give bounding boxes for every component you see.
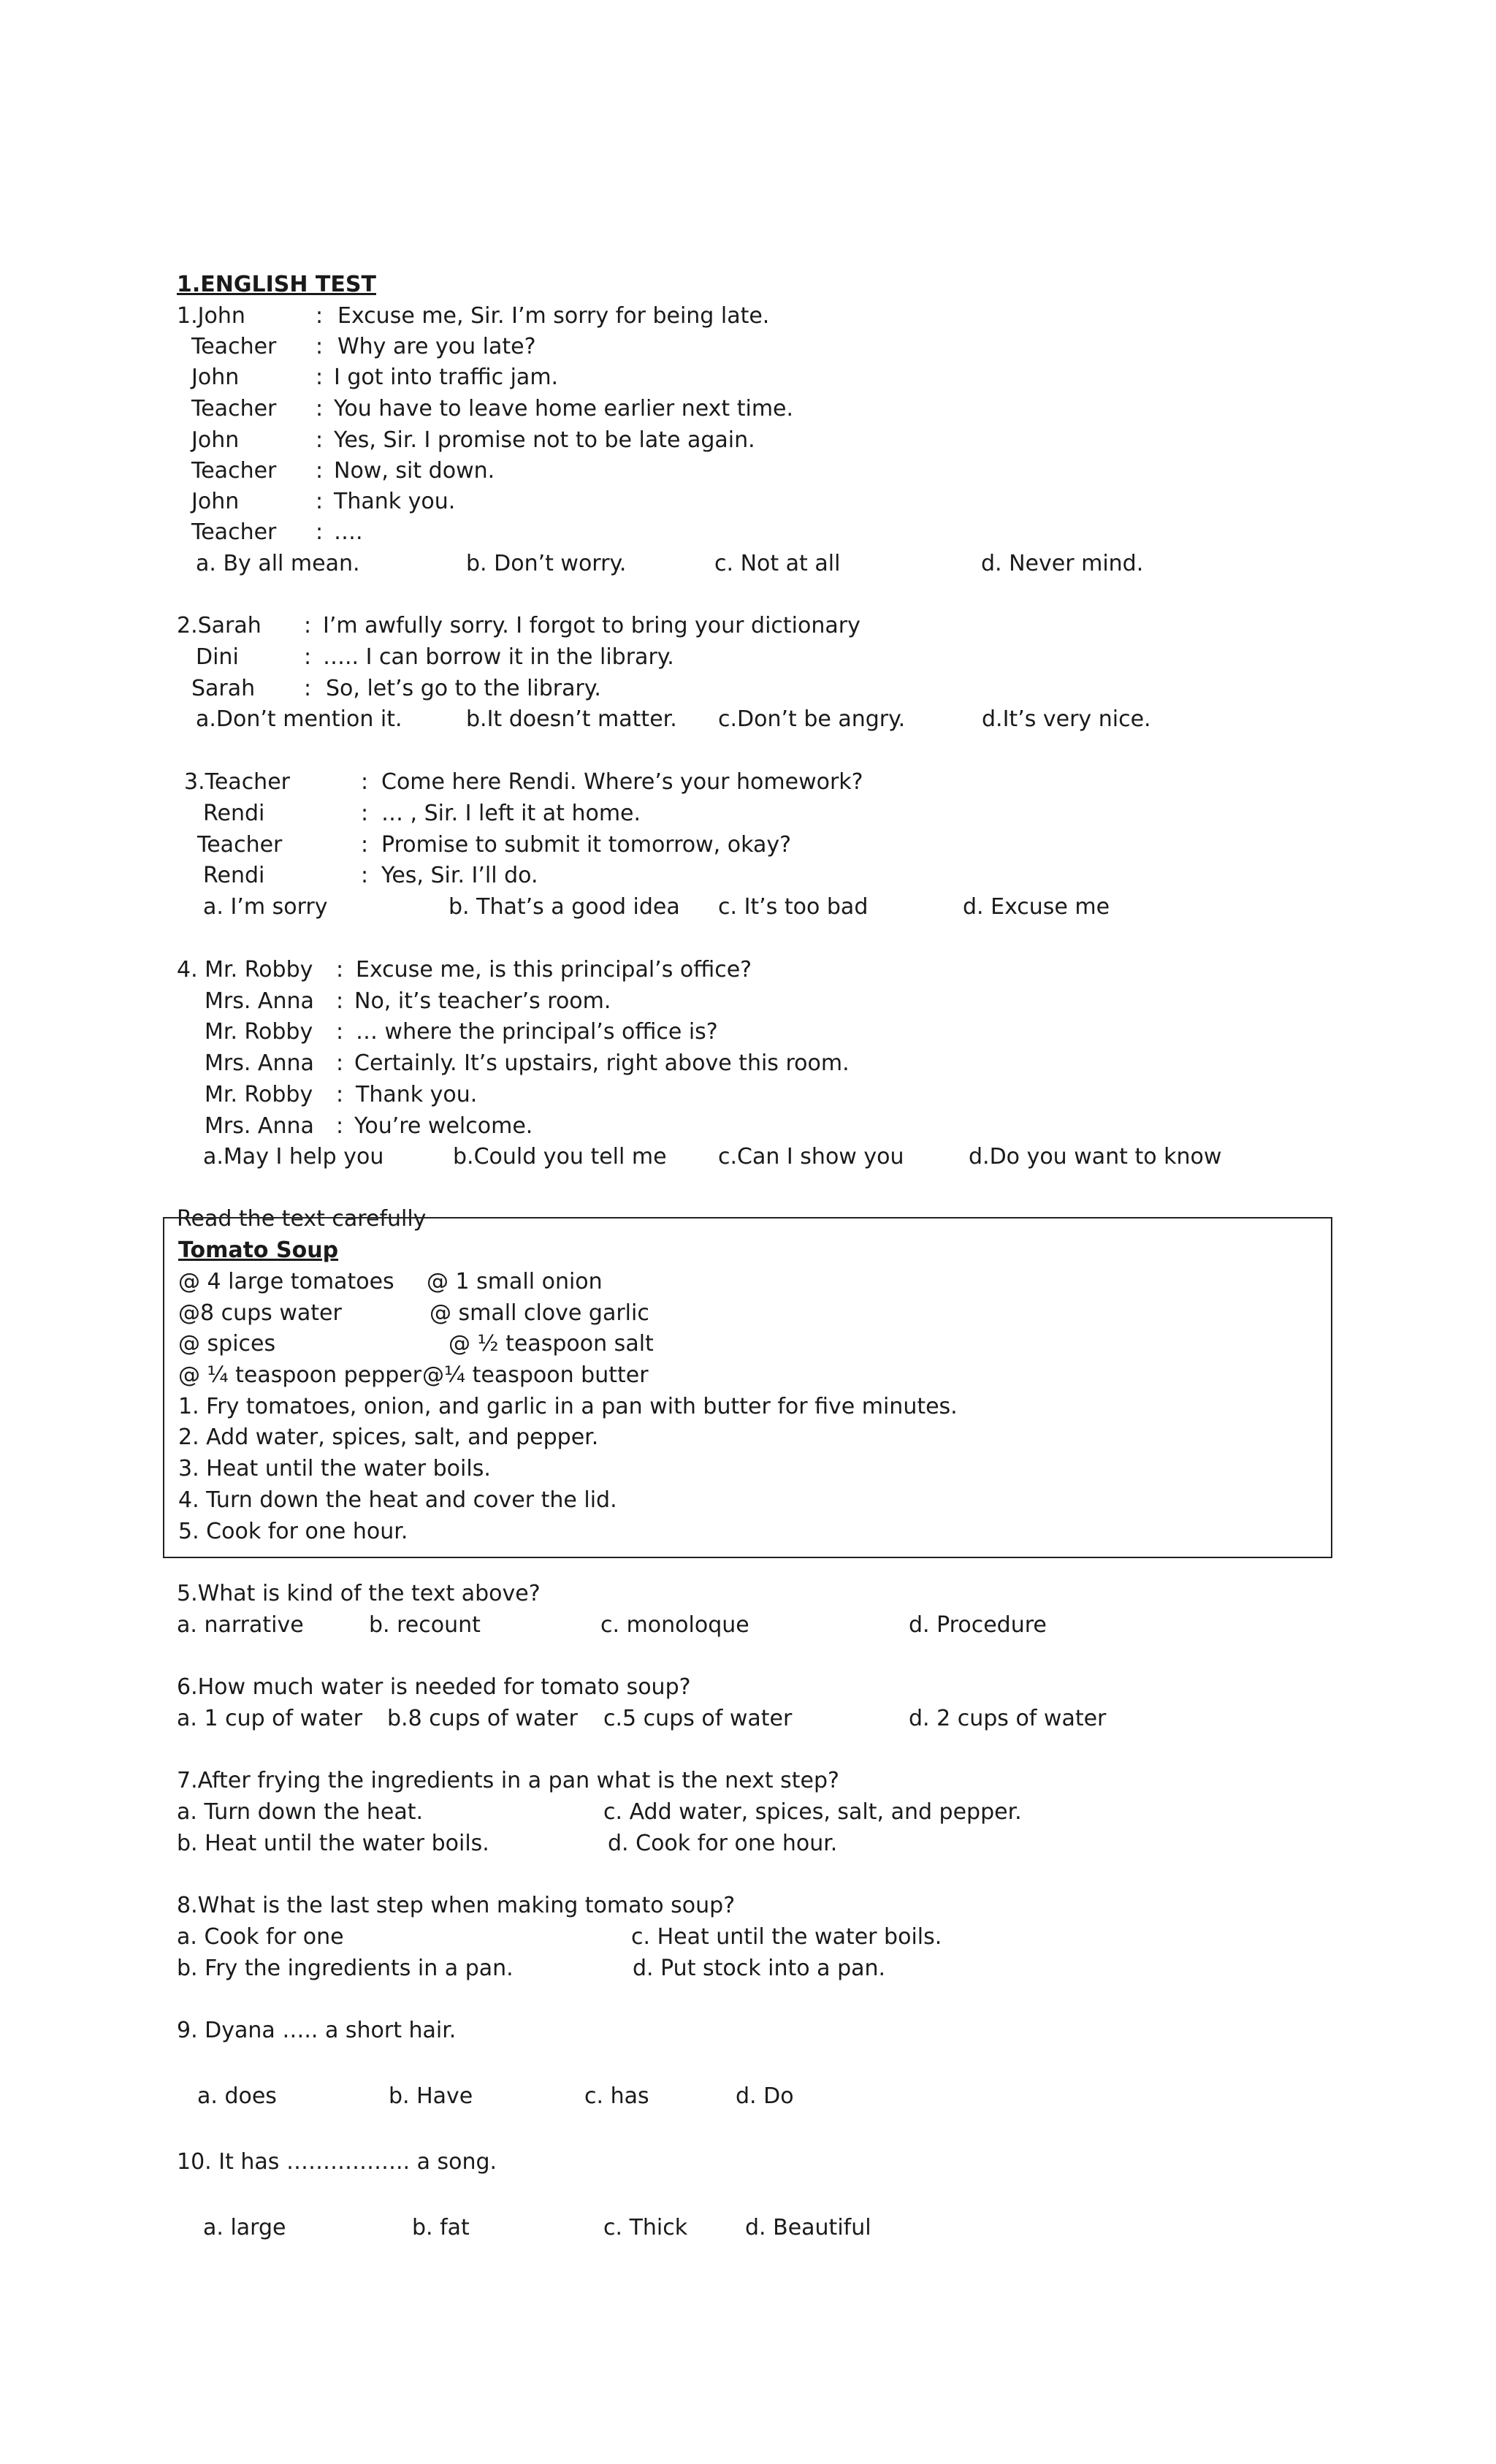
dialogue-text: Promise to submit it tomorrow, okay? [381,832,792,858]
dialogue-speaker: Teacher [191,519,277,545]
dialogue-speaker: John [191,365,240,390]
dialogue-speaker: Mr. Robby [205,1019,313,1045]
answer-option-b[interactable]: b.8 cups of water [387,1706,578,1731]
dialogue-text: No, it’s teacher’s room. [354,988,611,1014]
dialogue-colon: : [336,1050,344,1076]
dialogue-speaker: Rendi [203,801,265,826]
dialogue-text: Certainly. It’s upstairs, right above this room. [354,1050,850,1076]
ingredient: @ ½ teaspoon salt [449,1331,654,1357]
dialogue-text: Now, sit down. [334,458,495,484]
recipe-step: 2. Add water, spices, salt, and pepper. [178,1424,599,1450]
dialogue-colon: : [316,334,324,359]
dialogue-speaker: John [191,489,240,514]
dialogue-colon: : [336,988,344,1014]
dialogue-speaker: Mrs. Anna [205,1050,314,1076]
answer-option-d[interactable]: d. Do [736,2083,794,2109]
answer-option-c[interactable]: c. Not at all [714,551,841,576]
answer-option-b[interactable]: b. Don’t worry. [466,551,627,576]
dialogue-speaker: Dini [196,644,239,670]
answer-option-a[interactable]: a. I’m sorry [203,894,328,920]
dialogue-text: Yes, Sir. I’ll do. [381,863,538,888]
dialogue-speaker: Teacher [191,334,277,359]
answer-option-d[interactable]: d.Do you want to know [969,1144,1222,1170]
answer-option-b[interactable]: b. Heat until the water boils. [177,1831,489,1856]
dialogue-text: Thank you. [334,489,456,514]
answer-option-c[interactable]: c.Can I show you [718,1144,904,1170]
answer-option-c[interactable]: c. monoloque [600,1612,749,1638]
answer-option-b[interactable]: b. That’s a good idea [449,894,680,920]
dialogue-text: …. [334,519,363,545]
dialogue-colon: : [336,1019,344,1045]
question-text: 6.How much water is needed for tomato soup? [177,1674,691,1700]
dialogue-colon: : [316,427,324,453]
answer-option-d[interactable]: d. Never mind. [981,551,1144,576]
dialogue-colon: : [304,644,312,670]
dialogue-colon: : [316,489,324,514]
answer-option-b[interactable]: b. fat [412,2215,470,2240]
answer-option-b[interactable]: b. recount [369,1612,481,1638]
answer-option-d[interactable]: d. 2 cups of water [909,1706,1107,1731]
dialogue-colon: : [361,832,369,858]
ingredient: @ 4 large tomatoes [178,1269,394,1294]
question-text: 8.What is the last step when making tomato soup? [177,1893,736,1918]
ingredient: @ spices [178,1331,276,1357]
ingredient: @ small clove garlic [430,1300,649,1326]
dialogue-text: You have to leave home earlier next time. [334,396,794,422]
ingredient: @ ¼ teaspoon pepper [178,1362,422,1388]
answer-option-a[interactable]: a. Turn down the heat. [177,1799,424,1825]
dialogue-colon: : [361,863,369,888]
ingredient: @¼ teaspoon butter [422,1362,649,1388]
dialogue-speaker: Sarah [191,676,256,701]
dialogue-speaker: Mr. Robby [205,1082,313,1107]
dialogue-speaker: Mrs. Anna [205,1113,314,1139]
dialogue-colon: : [304,676,312,701]
dialogue-text: Excuse me, is this principal’s office? [356,957,752,983]
answer-option-c[interactable]: c. Add water, spices, salt, and pepper. [603,1799,1022,1825]
test-title: 1.ENGLISH TEST [177,272,376,297]
dialogue-colon: : [336,1113,344,1139]
dialogue-speaker: Teacher [191,396,277,422]
dialogue-speaker: 4. Mr. Robby [177,957,313,983]
recipe-step: 3. Heat until the water boils. [178,1456,491,1481]
dialogue-speaker: 3.Teacher [184,769,290,795]
answer-option-a[interactable]: a. large [203,2215,286,2240]
ingredient: @8 cups water [178,1300,342,1326]
read-instruction: Read the text carefully [177,1206,427,1232]
answer-option-b[interactable]: b.Could you tell me [453,1144,667,1170]
answer-option-d[interactable]: d. Beautiful [745,2215,871,2240]
dialogue-speaker: John [191,427,240,453]
dialogue-colon: : [316,458,324,484]
ingredient: @ 1 small onion [427,1269,603,1294]
dialogue-colon: : [316,303,324,329]
recipe-title: Tomato Soup [178,1237,339,1263]
dialogue-colon: : [304,613,312,638]
answer-option-a[interactable]: a.May I help you [203,1144,384,1170]
answer-option-b[interactable]: b. Have [389,2083,473,2109]
recipe-step: 5. Cook for one hour. [178,1519,408,1544]
dialogue-text: You’re welcome. [354,1113,533,1139]
recipe-step: 1. Fry tomatoes, onion, and garlic in a pan with butter for five minutes. [178,1394,958,1419]
answer-option-d[interactable]: d.It’s very nice. [982,706,1151,732]
answer-option-b[interactable]: b.It doesn’t matter. [466,706,677,732]
answer-option-b[interactable]: b. Fry the ingredients in a pan. [177,1956,514,1981]
answer-option-a[interactable]: a. By all mean. [196,551,360,576]
dialogue-text: … where the principal’s office is? [356,1019,718,1045]
recipe-step: 4. Turn down the heat and cover the lid. [178,1487,617,1513]
answer-option-c[interactable]: c. Thick [603,2215,688,2240]
answer-option-c[interactable]: c.5 cups of water [603,1706,793,1731]
answer-option-d[interactable]: d. Procedure [909,1612,1047,1638]
dialogue-text: ….. I can borrow it in the library. [323,644,674,670]
dialogue-text: I got into traffic jam. [334,365,559,390]
dialogue-colon: : [336,1082,344,1107]
dialogue-colon: : [316,396,324,422]
dialogue-speaker: Teacher [191,458,277,484]
dialogue-text: … , Sir. I left it at home. [381,801,641,826]
dialogue-speaker: 2.Sarah [177,613,262,638]
dialogue-text: Excuse me, Sir. I’m sorry for being late. [337,303,770,329]
question-text: 7.After frying the ingredients in a pan what is the next step? [177,1768,839,1793]
dialogue-text: Yes, Sir. I promise not to be late again. [334,427,755,453]
dialogue-speaker: Mrs. Anna [205,988,314,1014]
question-text: 5.What is kind of the text above? [177,1581,541,1606]
dialogue-colon: : [316,519,324,545]
dialogue-text: Thank you. [356,1082,478,1107]
answer-option-a[interactable]: a. 1 cup of water [177,1706,363,1731]
question-text: 10. It has …………….. a song. [177,2149,497,2175]
answer-option-a[interactable]: a. narrative [177,1612,304,1638]
dialogue-text: Why are you late? [337,334,536,359]
dialogue-text: I’m awfully sorry. I forgot to bring your dictionary [323,613,860,638]
dialogue-colon: : [336,957,344,983]
answer-option-c[interactable]: c. Heat until the water boils. [631,1924,942,1950]
question-text: 9. Dyana ….. a short hair. [177,2018,457,2043]
dialogue-speaker: Teacher [197,832,283,858]
answer-option-d[interactable]: d. Excuse me [963,894,1110,920]
dialogue-speaker: 1.John [177,303,245,329]
answer-option-d[interactable]: d. Put stock into a pan. [633,1956,886,1981]
answer-option-c[interactable]: c. It’s too bad [718,894,869,920]
answer-option-a[interactable]: a. Cook for one [177,1924,344,1950]
answer-option-a[interactable]: a.Don’t mention it. [196,706,402,732]
dialogue-colon: : [361,801,369,826]
dialogue-colon: : [361,769,369,795]
answer-option-d[interactable]: d. Cook for one hour. [608,1831,838,1856]
answer-option-c[interactable]: c.Don’t be angry. [718,706,906,732]
dialogue-colon: : [316,365,324,390]
dialogue-text: So, let’s go to the library. [326,676,601,701]
dialogue-speaker: Rendi [203,863,265,888]
dialogue-text: Come here Rendi. Where’s your homework? [381,769,863,795]
answer-option-a[interactable]: a. does [197,2083,277,2109]
answer-option-c[interactable]: c. has [584,2083,649,2109]
